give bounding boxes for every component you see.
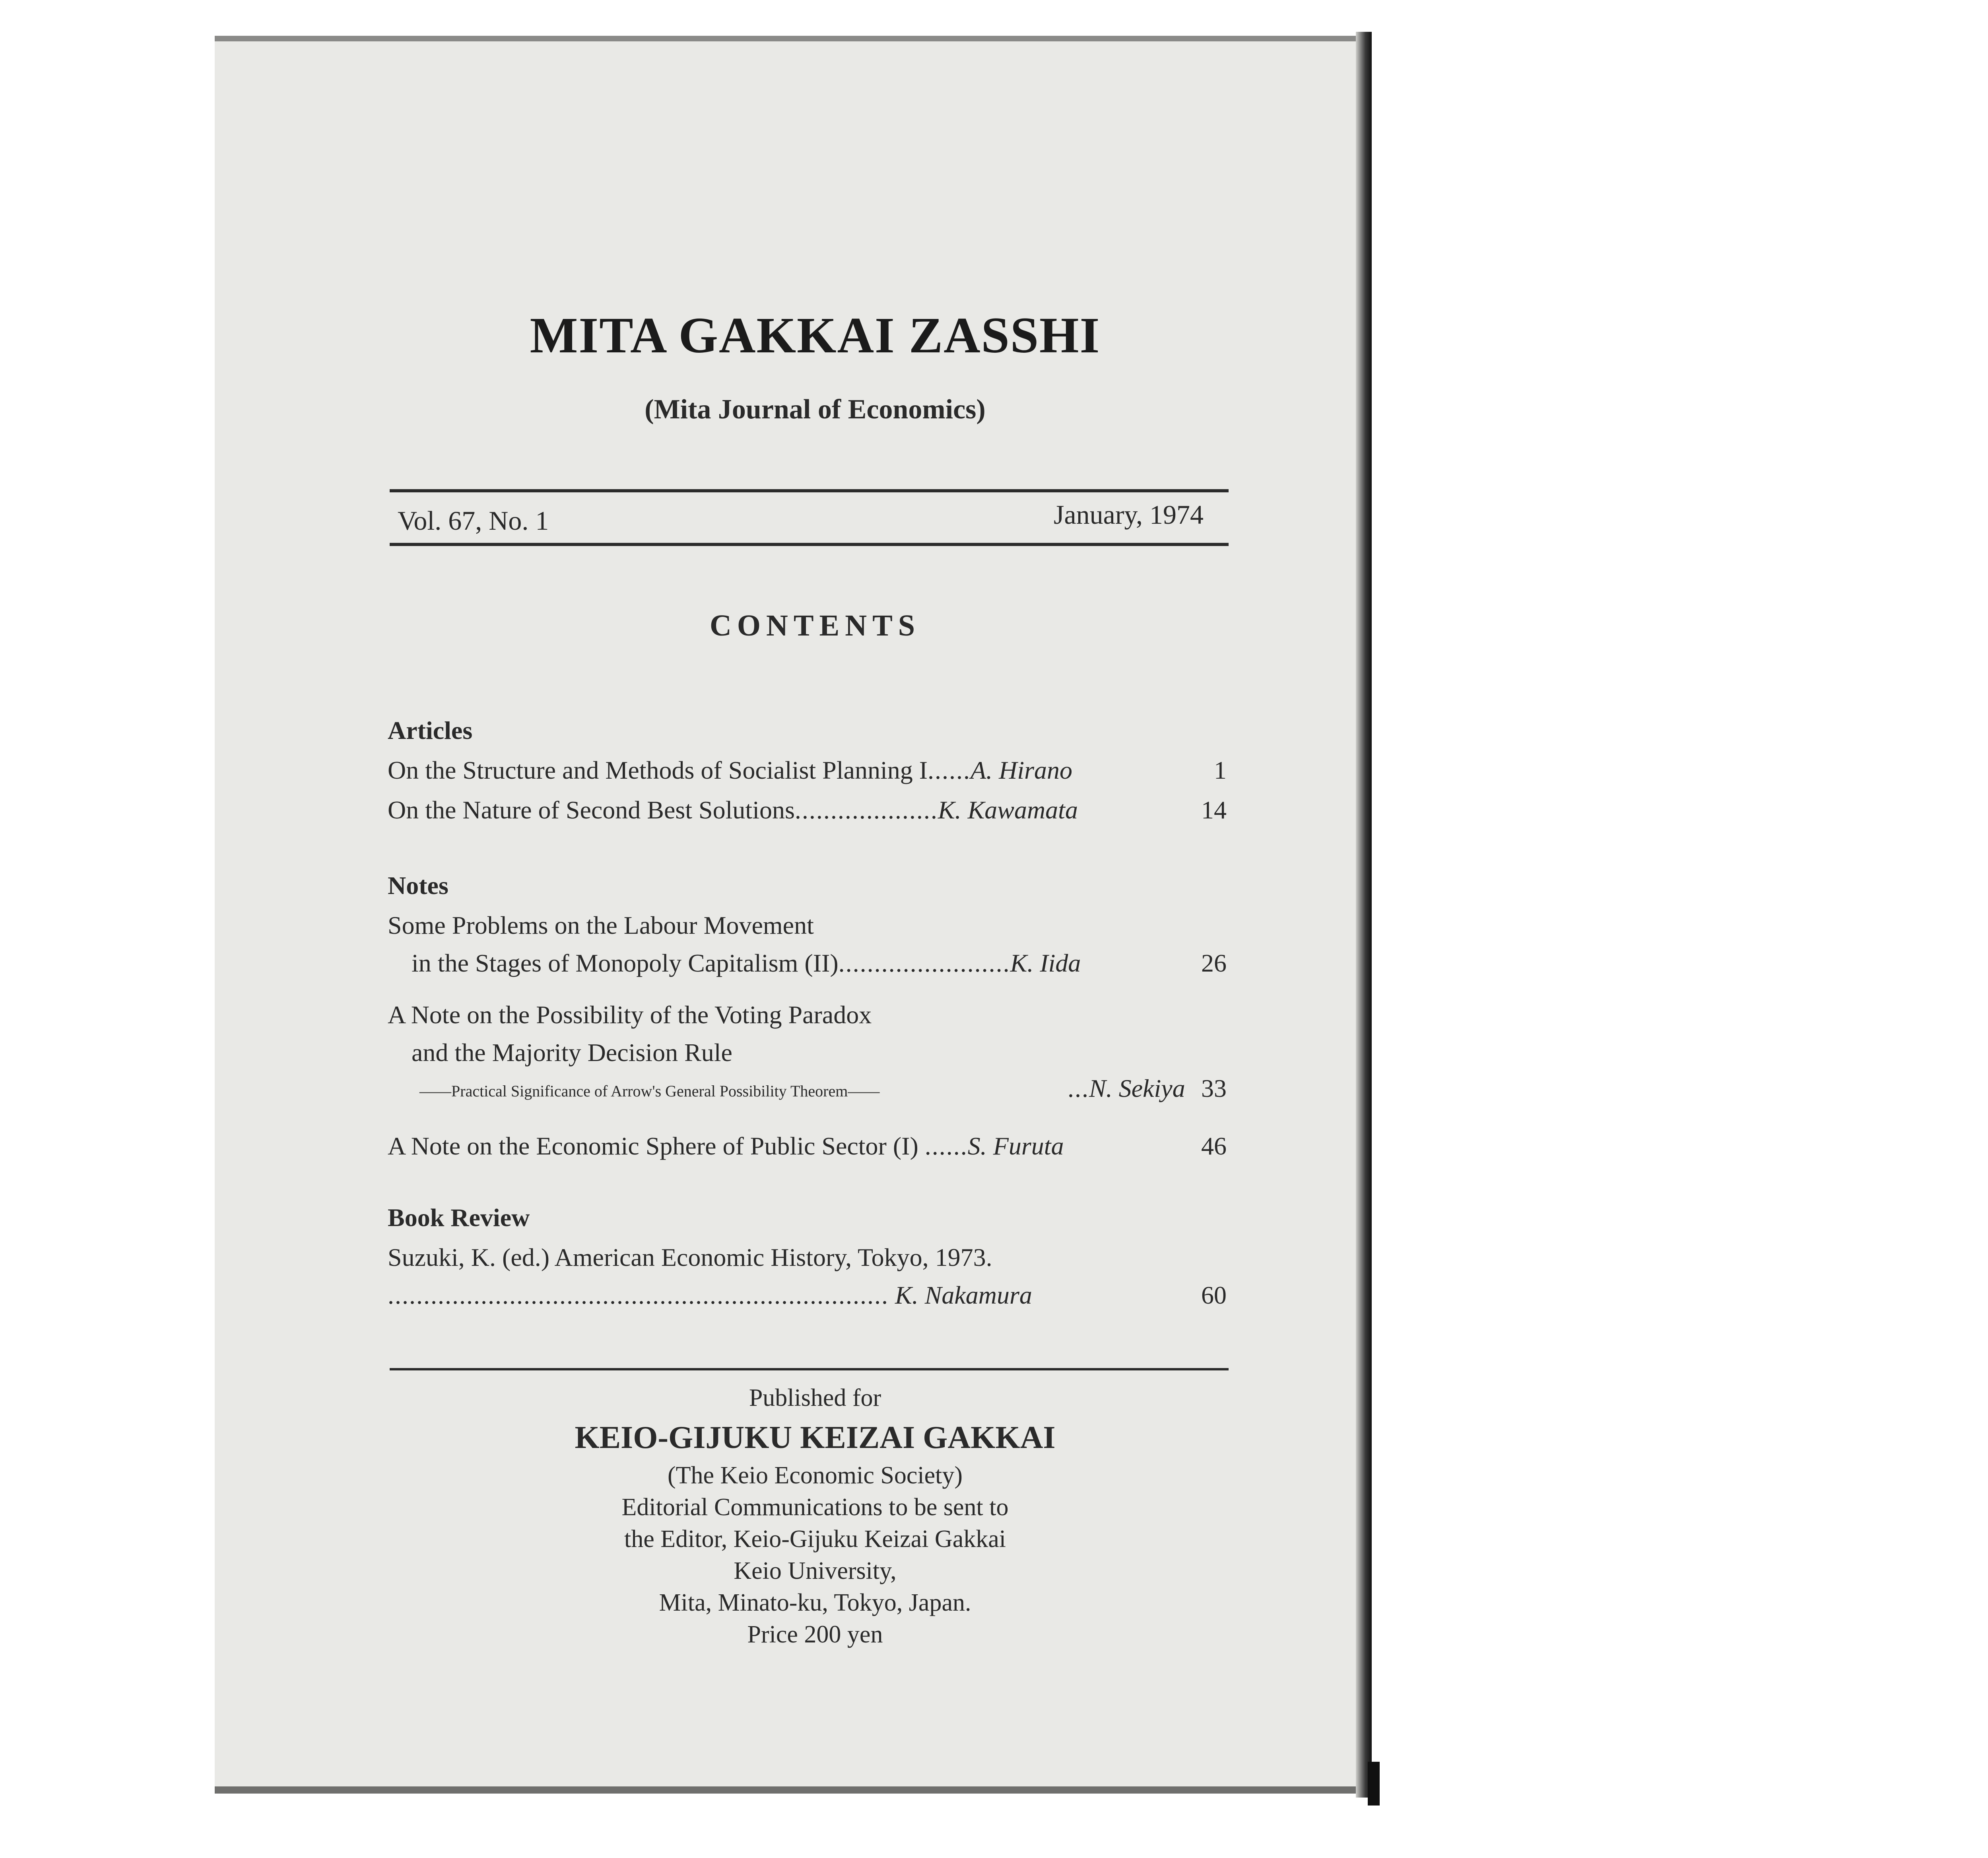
entry-leader: ........................ <box>838 949 1010 977</box>
book-spine-foot <box>1368 1762 1380 1806</box>
issue-date: January, 1974 <box>1054 499 1204 530</box>
toc-entry <box>388 948 1227 978</box>
entry-author: K. Nakamura <box>895 1281 1032 1309</box>
entry-author: K. Iida <box>1010 949 1081 977</box>
entry-title: and the Majority Decision Rule <box>412 1038 732 1067</box>
publisher-rule <box>390 1368 1229 1370</box>
entry-leader: ...... <box>924 1132 968 1160</box>
publisher-line: Keio University, <box>734 1557 897 1584</box>
entry-author: S. Furuta <box>967 1132 1064 1160</box>
entry-author: N. Sekiya <box>1089 1074 1185 1102</box>
publisher-line: (The Keio Economic Society) <box>667 1462 963 1489</box>
entry-author: K. Kawamata <box>938 796 1078 824</box>
entry-page: 60 <box>1201 1281 1227 1309</box>
entry-page: 33 <box>1201 1074 1227 1102</box>
publisher-line: Mita, Minato-ku, Tokyo, Japan. <box>659 1589 971 1616</box>
toc-entry <box>388 756 1227 785</box>
volume-number: Vol. 67, No. 1 <box>398 505 549 536</box>
section-notes: Notes <box>388 871 448 900</box>
toc-entry-line: A Note on the Possibility of the Voting Paradox <box>388 1001 872 1029</box>
entry-page: 26 <box>1201 949 1227 977</box>
entry-author: A. Hirano <box>971 756 1073 784</box>
toc-entry-line: Suzuki, K. (ed.) American Economic History, Tokyo, 1973. <box>388 1243 992 1271</box>
publisher-name: KEIO-GIJUKU KEIZAI GAKKAI <box>575 1420 1056 1455</box>
entry-leader: ...................................................................... <box>388 1281 889 1309</box>
entry-leader: ...... <box>928 756 971 784</box>
toc-entry-line: Some Problems on the Labour Movement <box>388 911 814 939</box>
entry-title: A Note on the Economic Sphere of Public Sector (I) <box>388 1132 918 1160</box>
bottom-rule <box>390 543 1229 546</box>
entry-title: On the Structure and Methods of Socialist Planning I <box>388 756 928 784</box>
journal-subtitle: (Mita Journal of Economics) <box>645 394 986 425</box>
entry-leader: .................... <box>794 796 938 824</box>
toc-entry <box>388 1074 1227 1103</box>
journal-title: MITA GAKKAI ZASSHI <box>530 307 1101 363</box>
entry-subtitle: ——Practical Significance of Arrow's General Possibility Theorem—— <box>419 1082 880 1100</box>
publisher-line: Editorial Communications to be sent to <box>621 1494 1009 1521</box>
entry-page: 14 <box>1201 796 1227 824</box>
entry-leader: ... <box>1068 1074 1089 1102</box>
section-book-review: Book Review <box>388 1203 530 1232</box>
toc-entry <box>388 1281 1227 1310</box>
entry-title: On the Nature of Second Best Solutions <box>388 796 795 824</box>
toc-entry <box>388 1131 1227 1161</box>
entry-page: 46 <box>1201 1132 1227 1160</box>
publisher-line: the Editor, Keio-Gijuku Keizai Gakkai <box>624 1526 1006 1553</box>
toc-entry-line <box>388 1038 1227 1067</box>
publisher-price: Price 200 yen <box>747 1621 883 1648</box>
section-articles: Articles <box>388 716 473 744</box>
toc-entry <box>388 795 1227 825</box>
contents-heading: CONTENTS <box>709 609 921 642</box>
publisher-line: Published for <box>749 1384 881 1411</box>
entry-title: in the Stages of Monopoly Capitalism (II) <box>412 949 839 977</box>
entry-page: 1 <box>1214 756 1227 784</box>
top-rule <box>390 489 1229 492</box>
